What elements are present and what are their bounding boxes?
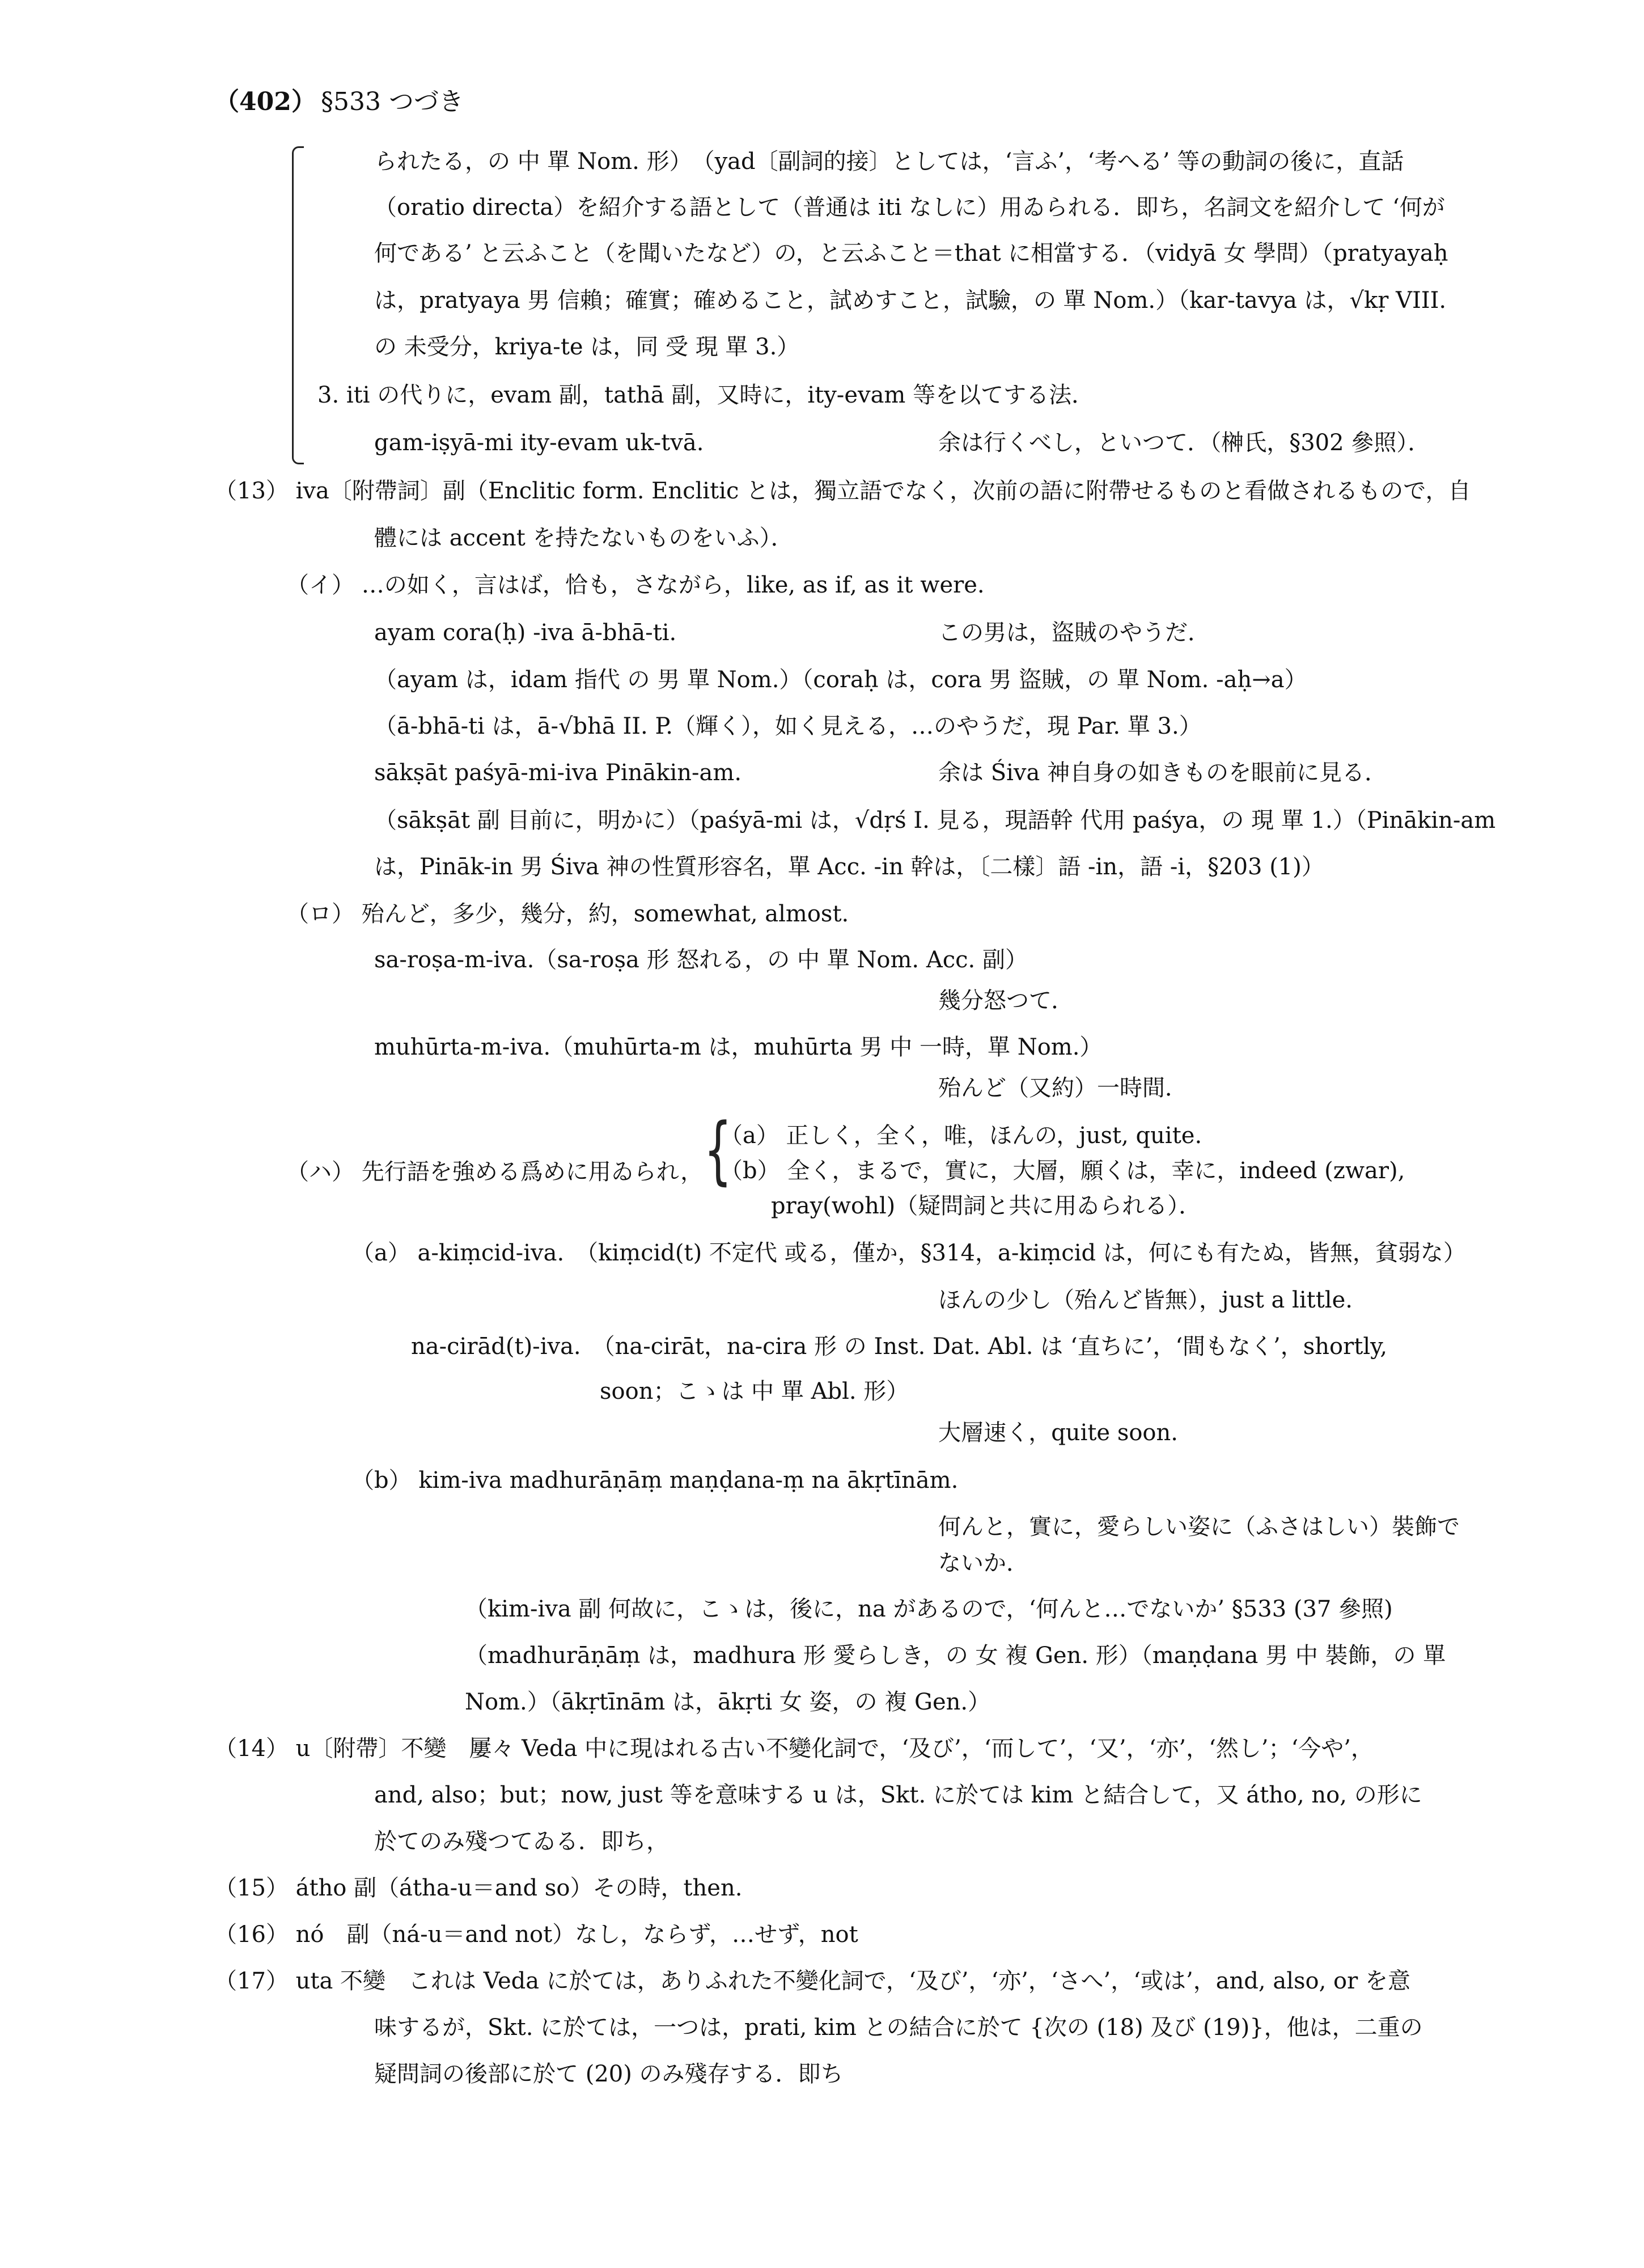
text-line: （ayam は，idam 指代 の 男 單 Nom.）（coraḥ は，cora 男 盜賊，の 單 Nom. -aḥ→a）	[374, 667, 1307, 693]
continuation-bracket	[292, 146, 304, 464]
example-translation: 余は Śiva 神自身の如きものを眼前に見る．	[938, 760, 1388, 786]
brace-item-b-cont: pray(wohl)（疑問詞と共に用ゐられる）．	[771, 1193, 1202, 1219]
text-line: は，pratyaya 男 信賴；確實；確めること，試めすこと，試驗，の 單 Nom.）（kar-tavya は，√kṛ VIII.	[374, 287, 1447, 314]
text-line: 何である’ と云ふこと（を聞いたなど）の，と云ふこと＝that に相當する．（vidyā 女 學問）（pratyayaḥ	[374, 240, 1448, 266]
section-header: §533 つづき	[321, 87, 464, 116]
text-line: na-cirād(t)-iva. （na-cirāt，na-cira 形 の Inst. Dat. Abl. は ‘直ちに’，‘間もなく’，shortly,	[411, 1334, 1388, 1360]
example-translation: ほんの少し（殆んど皆無），just a little.	[938, 1287, 1353, 1313]
text-line: sa-roṣa-m-iva.（sa-roṣa 形 怒れる，の 中 單 Nom. Acc. 副）	[374, 947, 1028, 973]
brace-item-b: （b） 全く，まるで，實に，大層，願くは，幸に，indeed (zwar),	[720, 1158, 1405, 1184]
text-line: 體には accent を持たないものをいふ）．	[374, 525, 794, 551]
text-line: （kim-iva 副 何故に，こゝは，後に，na があるので，‘何んと…でないか’ §533 (37 參照)	[465, 1596, 1393, 1622]
example-sanskrit: ayam cora(ḥ) -iva ā-bhā-ti.	[374, 620, 677, 646]
curly-brace: {	[704, 1107, 732, 1193]
example-translation: ないか．	[938, 1550, 1029, 1576]
subsection-ha: （ハ） 先行語を強める爲めに用ゐられ，	[286, 1159, 704, 1185]
text-line: muhūrta-m-iva.（muhūrta-m は，muhūrta 男 中 一時，單 Nom.）	[374, 1034, 1103, 1060]
entry-13: （13） iva〔附帶詞〕副（Enclitic form. Enclitic とは，獨立語でなく，次前の語に附帶せるものと看做されるもので，自	[214, 478, 1471, 504]
page-number: （402）	[214, 87, 316, 116]
subsection-ro: （ロ） 殆んど，多少，幾分，約，somewhat, almost.	[286, 901, 849, 927]
example-sanskrit: gam-iṣyā-mi ity-evam uk-tvā.	[374, 430, 704, 456]
subsection-i: （イ） …の如く，言はば，恰も，さながら，like, as if, as it were.	[286, 572, 985, 598]
text-line: られたる，の 中 單 Nom. 形） （yad〔副詞的接〕としては，‘言ふ’，‘考へる’ 等の動詞の後に，直話	[374, 149, 1404, 175]
example-translation: 余は行くべし，といつて．（榊氏，§302 參照）．	[938, 430, 1431, 456]
brace-item-a: （a） 正しく，全く，唯，ほんの，just, quite.	[720, 1123, 1202, 1149]
example-translation: この男は，盜賊のやうだ．	[938, 620, 1210, 646]
example-translation: 何んと，實に，愛らしい姿に（ふさはしい）裝飾で	[938, 1514, 1460, 1540]
text-line: の 未受分，kriya-te は，同 受 現 單 3.）	[374, 334, 800, 360]
entry-16: （16） nó 副（ná-u＝and not）なし，ならず，…せず，not	[214, 1922, 858, 1948]
example-translation: 殆んど（又約）一時間．	[938, 1075, 1188, 1101]
text-line: （a） a-kiṃcid-iva. （kiṃcid(t) 不定代 或る，僅か，§314，a-kiṃcid は，何にも有たぬ，皆無，貧弱な）	[351, 1240, 1466, 1266]
text-line: and, also；but；now, just 等を意味する u は，Skt. に於ては kim と結合して，又 átho, no, の形に	[374, 1782, 1422, 1808]
text-line: 味するが，Skt. に於ては，一つは，prati, kim との結合に於て {次の (18) 及び (19)}，他は，二重の	[374, 2015, 1423, 2041]
example-sanskrit: sākṣāt paśyā-mi-iva Pinākin-am.	[374, 760, 742, 786]
entry-17: （17） uta 不變 これは Veda に於ては，ありふれた不變化詞で，‘及び’，‘亦’，‘さへ’，‘或は’，and, also, or を意	[214, 1968, 1410, 1994]
example-translation: 大層速く，quite soon.	[938, 1420, 1178, 1446]
text-line: 於てのみ殘つてゐる．即ち，	[374, 1829, 669, 1855]
text-line: Nom.）（ākṛtīnām は，ākṛti 女 姿，の 複 Gen.）	[465, 1689, 991, 1715]
text-line: （b） kim-iva madhurāṇāṃ maṇḍana-ṃ na ākṛtīnām.	[351, 1467, 959, 1493]
text-line: 疑問詞の後部に於て (20) のみ殘存する．即ち	[374, 2061, 844, 2087]
text-line: （ā-bhā-ti は，ā-√bhā II. P.（輝く），如く見える，…のやうだ，現 Par. 單 3.）	[374, 713, 1202, 739]
example-translation: 幾分怒つて．	[938, 988, 1074, 1014]
text-line: soon；こゝは 中 單 Abl. 形）	[600, 1378, 909, 1404]
entry-15: （15） átho 副（átha-u＝and so）その時，then.	[214, 1875, 743, 1901]
text-line: （oratio directa）を紹介する語として（普通は iti なしに）用ゐられる．即ち，名詞文を紹介して ‘何が	[374, 194, 1445, 221]
text-line: は，Pināk-in 男 Śiva 神の性質形容名，單 Acc. -in 幹は，〔二樣〕語 -in，語 -i，§203 (1)）	[374, 854, 1324, 880]
text-line: （madhurāṇāṃ は，madhura 形 愛らしき，の 女 複 Gen. 形）（maṇḍana 男 中 裝飾，の 單	[465, 1643, 1446, 1669]
entry-14: （14） u〔附帶〕不變 屢々 Veda 中に現はれる古い不變化詞で，‘及び’，‘而して’，‘又’，‘亦’，‘然し’；‘今や’，	[214, 1736, 1374, 1762]
text-line: （sākṣāt 副 目前に，明かに）（paśyā-mi は，√dṛś I. 見る，現語幹 代用 paśya，の 現 單 1.）（Pinākin-am	[374, 807, 1496, 833]
text-line: 3. iti の代りに，evam 副，tathā 副，又時に，ity-evam 等を以てする法．	[317, 382, 1095, 408]
